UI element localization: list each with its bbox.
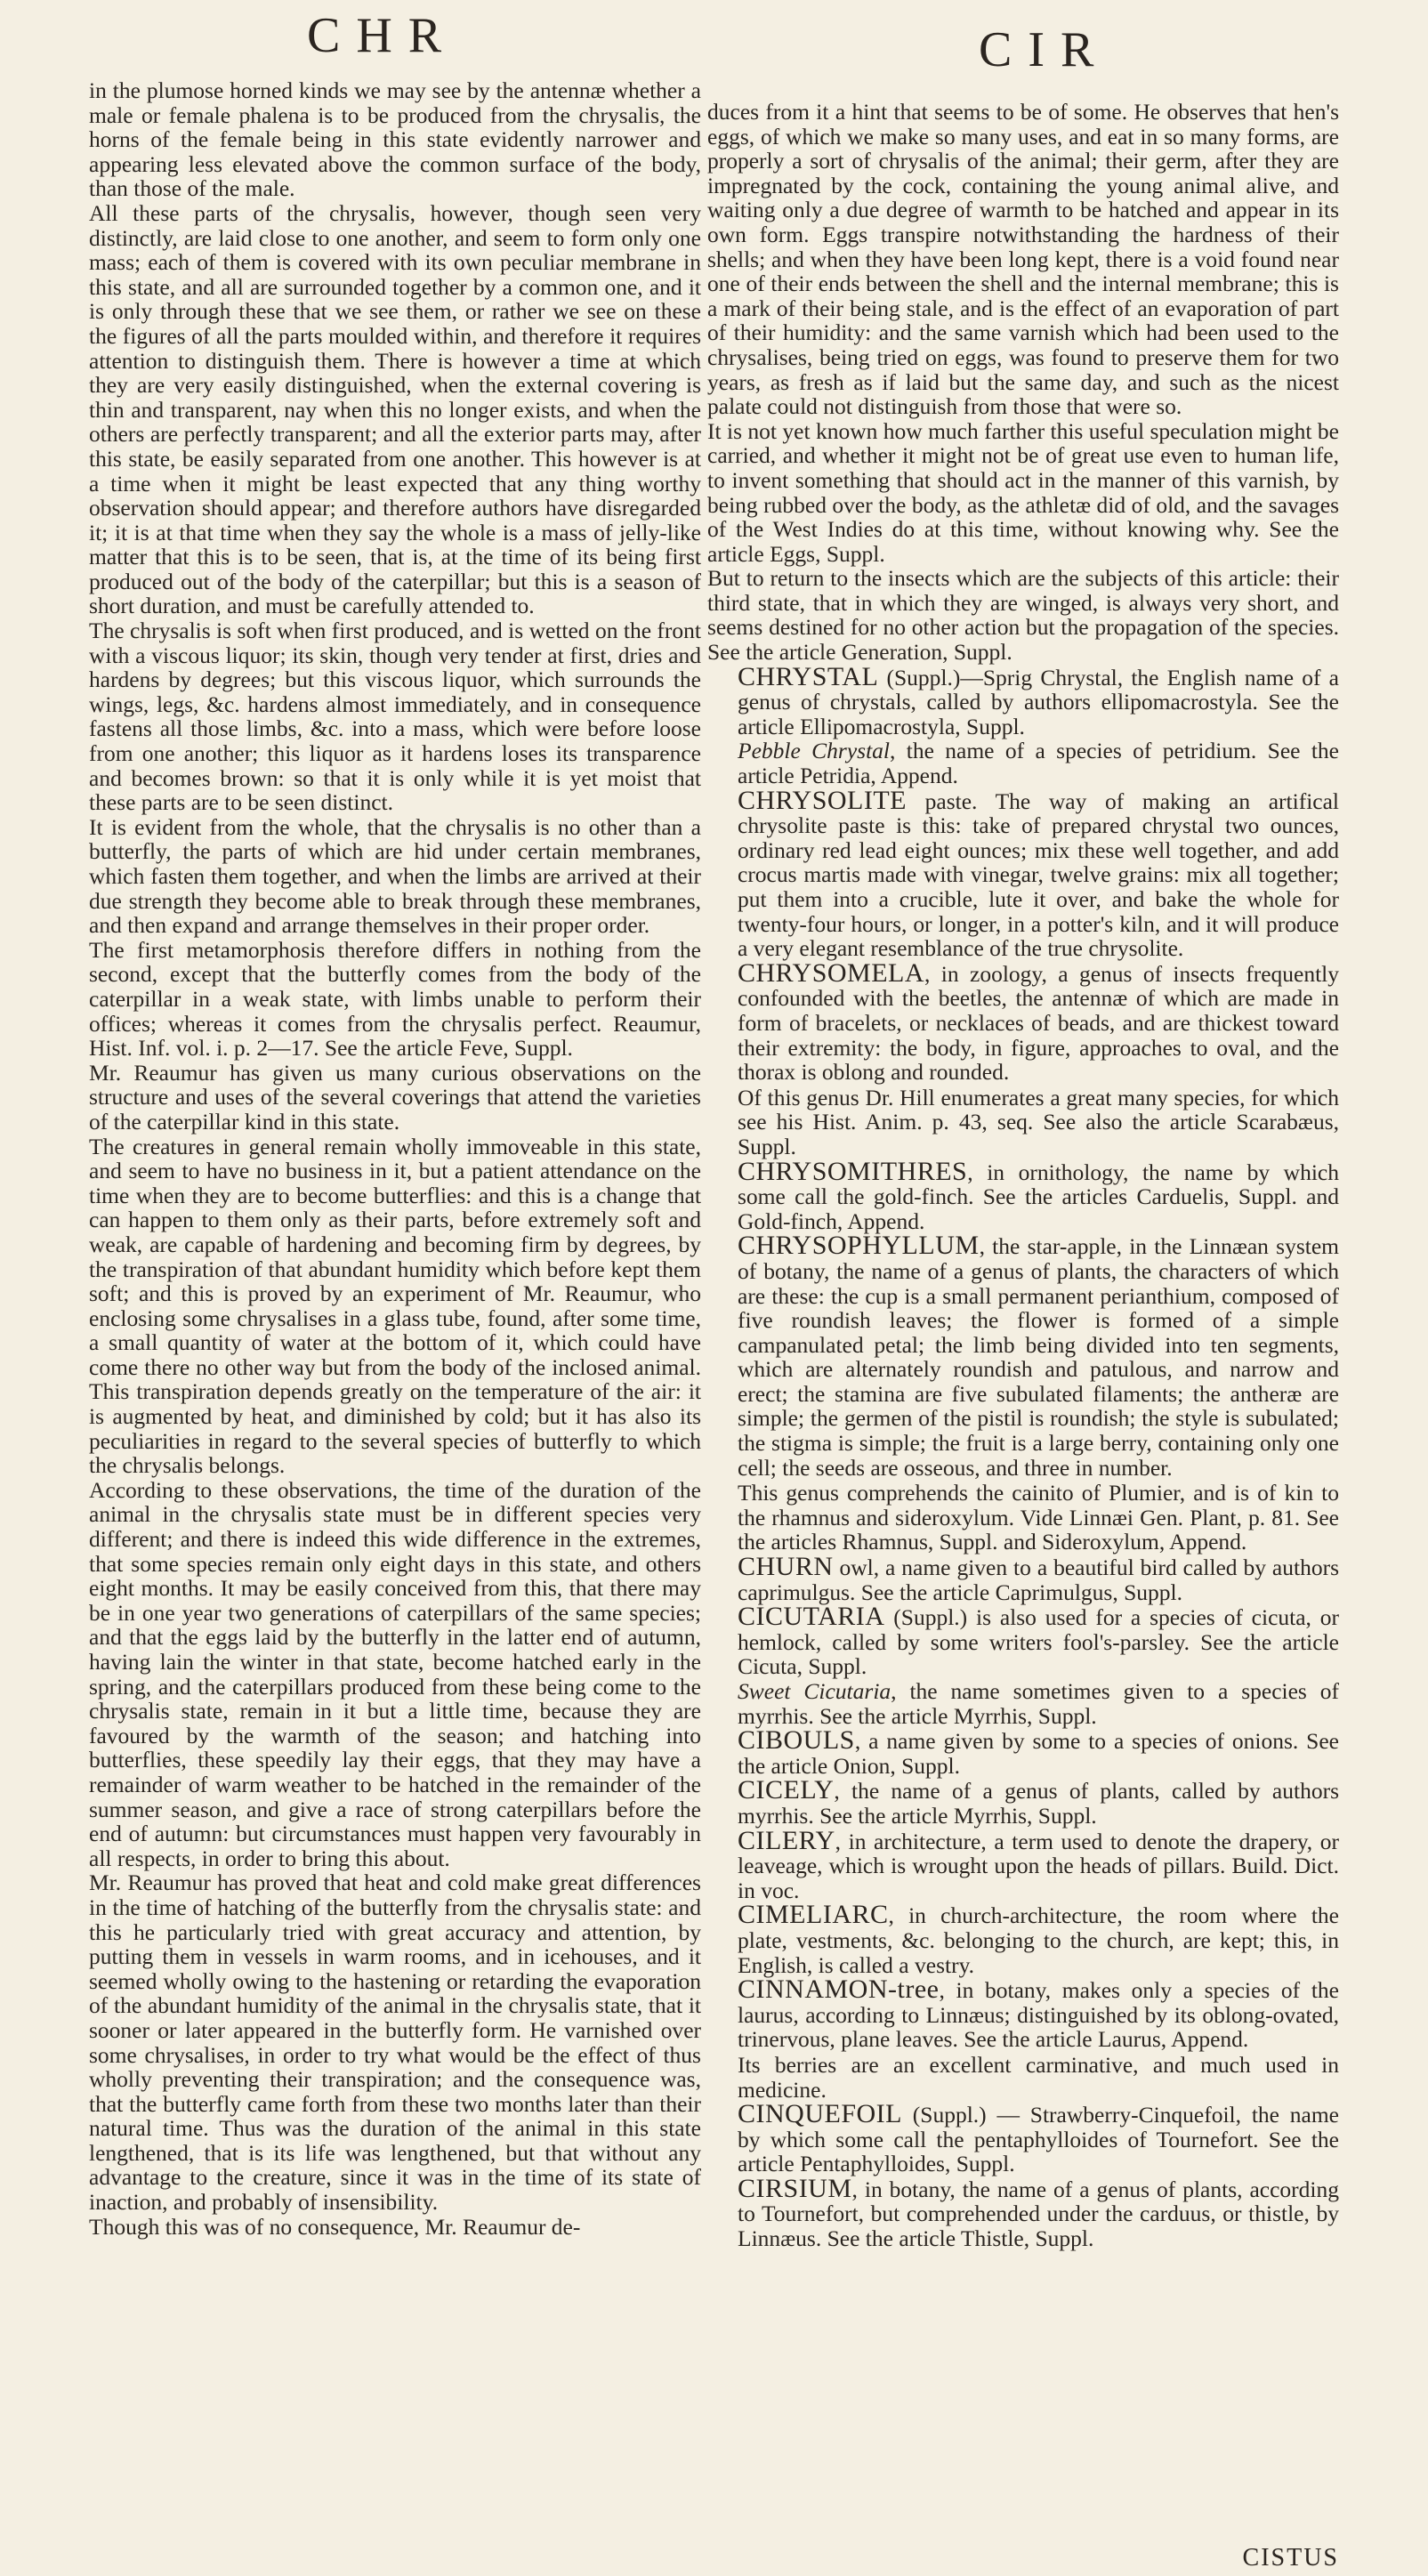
entry-text: , the star-apple, in the Linnæan system of botany, the name of a genus of plants, the characters of which are these: the cup is a small permanent perianthium, composed of five roundish leaves; the flower is formed of a simple campanulated petal; the limb being divided into ten segments, which are alternately roundish and patulous, and narrow and erect; the stamina are five subulated filaments; the antheræ are simple; the germen of the pistil is roundish; the style is subulated; the stigma is simple; the fruit is a large berry, containing only one cell; the seeds are osseous, and three in number. [738, 1233, 1339, 1481]
dictionary-entry [707, 1725, 1339, 1779]
headword: CILERY [738, 1825, 835, 1855]
paragraph: Mr. Reaumur has given us many curious observations on the structure and uses of the several coverings that attend the varieties of the caterpillar kind in this state. [89, 1059, 701, 1135]
headword: CINNAMON-tree [738, 1974, 940, 2005]
entry-text: (Suppl.)—Sprig Chrystal, the English name of a genus of chrystals, called by authors ellipomacrostyla. See the article Ellipomacrostyla, Suppl. [738, 664, 1339, 739]
entry-text: , a name given by some to a species of onions. See the article Onion, Suppl. [738, 1728, 1339, 1779]
dictionary-entry [707, 2099, 1339, 2177]
headword: CICELY [738, 1775, 835, 1805]
entry-text: Of this genus Dr. Hill enumerates a great many species, for which see his Hist. Anim. p. 43, seq. See also the article Scarabæus, Suppl. [738, 1084, 1339, 1159]
paragraph: The creatures in general remain wholly immoveable in this state, and seem to have no business in it, but a patient attendance on the time when they are to become butterflies: and this is a change that can happen to them only as their parts, before extremely soft and weak, are capable of hardening and becoming firm by degrees, by the transpiration of that abundant humidity which before kept them soft; and this is proved by an experiment of Mr. Reaumur, who enclosing some chrysalises in a glass tube, found, after some time, a small quantity of water at the bottom of it, which could have come there no other way but from the body of the inclosed animal. This transpiration depends greatly on the temperature of the air: it is augmented by heat, and diminished by cold; but it has also its peculiarities in regard to the several species of butterfly to which the chrysalis belongs. [89, 1133, 701, 1479]
entry-text: , in zoology, a genus of insects frequently confounded with the beetles, the antennæ of which are made in form of bracelets, or necklaces of beads, and are thickest toward their extremity: the body, in figure, approaches to oval, and the thorax is oblong and rounded. [738, 960, 1339, 1086]
dictionary-entry [707, 1233, 1339, 1480]
paragraph: It is evident from the whole, that the chrysalis is no other than a butterfly, the parts of which are hid under certain membranes, which fasten them together, and when the limbs are arrived at their due strength they become able to break through these membranes, and then expand and arrange themselves in their proper order. [89, 813, 701, 939]
entry-text: , in church-architecture, the room where the plate, vestments, &c. belonging to the church, are kept; this, in English, is called a vestry. [738, 1902, 1339, 1978]
dictionary-entry [707, 2052, 1339, 2102]
entry-text: This genus comprehends the cainito of Plumier, and is of kin to the rhamnus and sideroxylum. Vide Linnæi Gen. Plant, p. 81. See the articles Rhamnus, Suppl. and Sideroxylum, Append. [738, 1480, 1339, 1555]
paragraph: The chrysalis is soft when first produced, and is wetted on the front with a viscous liquor; its skin, though very tender at first, dries and hardens by degrees; but this viscous liquor, which surrounds the wings, legs, &c. hardens almost immediately, and in consequence fastens all those limbs, &c. into a mass, which were before loose from one another; this liquor as it hardens loses its transparence and becomes brown: so that it is only while it is yet moist that these parts are to be seen distinct. [89, 618, 701, 816]
entry-text: , in botany, the name of a genus of plants, according to Tournefort, but comprehended under the carduus, or thistle, by Linnæus. See the article Thistle, Suppl. [738, 2176, 1339, 2252]
paragraph: Mr. Reaumur has proved that heat and cold make great differences in the time of hatching of the butterfly from the chrysalis state: and this he particularly tried with great accuracy and attention, by putting them in vessels in warm rooms, and in icehouses, and it seemed wholly owing to the hastening or retarding the evaporation of the abundant humidity of the animal in the chrysalis state, that it sooner or later appeared in the butterfly form. He varnished over some chrysalises, in order to try what would be the effect of thus wholly preventing their transpiration; and the consequence was, that the butterfly came forth from these two months later than their natural time. Thus was the duration of the animal in this state lengthened, that is its life was lengthened, but that without any advantage to the creature, since it was in the time of its state of inaction, and probably of insensibility. [89, 1869, 701, 2216]
headword: Sweet Cicutaria [738, 1678, 891, 1704]
left-column [89, 78, 701, 2239]
entry-text: (Suppl.) is also used for a species of cicuta, or hemlock, called by some writers fool's-parsley. See the article Cicuta, Suppl. [738, 1604, 1339, 1680]
dictionary-entry [707, 1974, 1339, 2053]
dictionary-entry [707, 1554, 1339, 1604]
paragraph: It is not yet known how much farther this useful speculation might be carried, and whether it might not be of great use even to human life, to invent something that should act in the manner of this varnish, by being rubbed over the body, as the athletæ did of old, and the savages of the West Indies do at this time, without knowing why. See the article Eggs, Suppl. [707, 417, 1339, 567]
paragraph: But to return to the insects which are the subjects of this article: their third state, that in which they are winged, is always very short, and seems destined for no other action but the propagation of the species. See the article Generation, Suppl. [707, 565, 1339, 666]
entry-text: Its berries are an excellent carminative, and much used in medicine. [738, 2051, 1339, 2103]
dictionary-entry [707, 1902, 1339, 1977]
headword: Pebble Chrystal [738, 738, 891, 764]
dictionary-entry [707, 1156, 1339, 1234]
entry-text: , the name of a species of petridium. See the article Petridia, Append. [738, 738, 1340, 789]
entry-text: , in architecture, a term used to denote the drapery, or leaveage, which is wrought upon the heads of pillars. Build. Dict. in voc. [738, 1828, 1339, 1903]
headword: CHRYSOLITE [738, 785, 908, 815]
dictionary-entry [707, 1825, 1339, 1903]
entry-text: owl, a name given to a beautiful bird called by authors caprimulgus. See the article Caprimulgus, Suppl. [738, 1554, 1339, 1605]
paragraph: All these parts of the chrysalis, however, though seen very distinctly, are laid close to one another, and seem to form only one mass; each of them is covered with its own peculiar membrane in this state, and all are surrounded together by a common one, and it is only through these that we see them, or rather we see on these the figures of all the parts moulded within, and therefore it requires attention to distinguish them. There is however a time at which they are very easily distinguished, when the external covering is thin and transparent, nay when this no longer exists, and when the others are perfectly transparent; and all the exterior parts may, after this state, be easily separated from one another. This however is at a time when it might be least expected that any thing worthy observation should appear; and therefore authors have disregarded it; it is at that time when they say the whole is a mass of jelly-like matter that this is to be seen, that is, at the time of its being first produced out of the body of the caterpillar; but this is a season of short duration, and must be carefully attended to. [89, 199, 701, 619]
headword: CINQUEFOIL [738, 2099, 902, 2129]
dictionary-entry [707, 1604, 1339, 1679]
dictionary-entry [707, 785, 1339, 962]
headword: CIBOULS [738, 1725, 855, 1756]
dictionary-entry [707, 2173, 1339, 2252]
headword: CHRYSOMITHRES [738, 1156, 968, 1186]
headword: CHRYSOMELA [738, 957, 925, 988]
headword: CICUTARIA [738, 1602, 885, 1632]
dictionary-entry [707, 1775, 1339, 1829]
headword: CHRYSTAL [738, 661, 879, 691]
dictionary-entry [707, 957, 1339, 1086]
headword: CIRSIUM [738, 2173, 852, 2203]
dictionary-entry [707, 1480, 1339, 1554]
headword: CHURN [738, 1552, 834, 1582]
paragraph: According to these observations, the time of the duration of the animal in the chrysalis state must be in different species very different; and there is indeed this wide difference in the extremes, that some species remain only eight days in this state, and others eight months. It may be easily conceived from this, that there may be in one year two generations of caterpillars of the same species; and that the eggs laid by the butterfly in the latter end of autumn, having lain the winter in that state, become hatched early in the spring, and the caterpillars produced from these being come to the chrysalis state, remain in it but a little time, because they are favoured by the warmth of the season; and hatching into butterflies, these speedily lay their eggs, that they may have a remainder of warm weather to be hatched in the remainder of the summer season, and give a race of strong caterpillars before the end of autumn: but circumstances must happen very favourably in all respects, in order to bring this about. [89, 1476, 701, 1871]
entry-text: , the name of a genus of plants, called by authors myrrhis. See the article Myrrhis, Suppl. [738, 1778, 1339, 1829]
entry-text: , in botany, makes only a species of the laurus, according to Linnæus; distinguished by its oblong-ovated, trinervous, plane leaves. See the article Laurus, Append. [738, 1977, 1339, 2053]
entry-text: , in ornithology, the name by which some call the gold-finch. See the articles Carduelis, Suppl. and Gold-finch, Append. [738, 1159, 1339, 1234]
paragraph: in the plumose horned kinds we may see by the antennæ whether a male or female phalena is to be produced from the chrysalis, the horns of the female being in this state evidently narrower and appearing less elevated above the common surface of the body, than those of the male. [89, 77, 701, 202]
headword: CIMELIARC [738, 1900, 889, 1930]
running-head-left: CHR [307, 8, 458, 63]
dictionary-entry [707, 1085, 1339, 1159]
dictionary-entry [707, 739, 1339, 787]
right-column [707, 100, 1339, 2251]
dictionary-entry [707, 1679, 1339, 1728]
paragraph: duces from it a hint that seems to be of some. He observes that hen's eggs, of which we make so many uses, and eat in so many forms, are properly a sort of chrysalis of the animal; their germ, after they are impregnated by the cock, containing the young animal alive, and waiting only a due degree of warmth to be hatched and appear in its own form. Eggs transpire notwithstanding the hardness of their shells; and when they have been long kept, there is a void found near one of their ends between the shell and the internal membrane; this is a mark of their being stale, and is the effect of an evaporation of part of their humidity: and the same varnish which had been used to the chrysalises, being tried on eggs, was found to preserve them for two years, as fresh as if laid but the same day, and such as the nicest palate could not distinguish from those that were so. [707, 99, 1339, 420]
dictionary-entry [707, 661, 1339, 739]
entry-text: (Suppl.) — Strawberry-Cinquefoil, the name by which some call the pentaphylloides of Tournefort. See the article Pentaphylloides, Suppl. [738, 2102, 1339, 2177]
headword: CHRYSOPHYLLUM [738, 1231, 980, 1261]
entry-text: , the name sometimes given to a species of myrrhis. See the article Myrrhis, Suppl. [738, 1678, 1339, 1729]
running-head-right: CIR [979, 22, 1110, 77]
paragraph: Though this was of no consequence, Mr. Reaumur de- [89, 2213, 581, 2240]
paragraph: The first metamorphosis therefore differs in nothing from the second, except that the butterfly comes from the body of the caterpillar in a weak state, with limbs unable to perform their offices; whereas it comes from the chrysalis perfect. Reaumur, Hist. Inf. vol. i. p. 2—17. See the article Feve, Suppl. [89, 936, 701, 1062]
catchword: CISTUS [1242, 2544, 1339, 2572]
entry-text: paste. The way of making an artifical chrysolite paste is this: take of prepared chrystal two ounces, ordinary red lead eight ounces; mix these well together, and add crocus martis made with vinegar, twelve grains: mix all together; put them into a crucible, lute it over, and bake the whole for twenty-four hours, or longer, in a potter's kiln, and it will produce a very elegant resemblance of the true chrysolite. [738, 787, 1339, 962]
